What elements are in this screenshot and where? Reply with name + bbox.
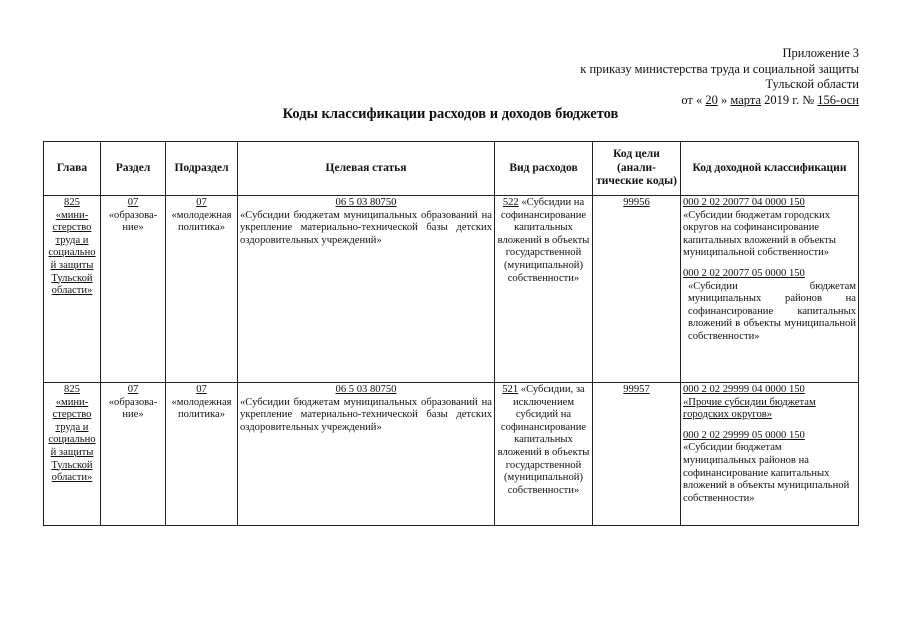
date-day: 20 — [705, 92, 718, 107]
cell-razdel — [101, 196, 166, 383]
podrazdel-code: 07 — [196, 197, 207, 208]
cell-kod-celi — [593, 383, 681, 526]
vid-text: «Субсидии на софинансирование капитальных вложений в объекты государственной (муниципальной) собственности» — [497, 197, 590, 284]
header-podrazdel: Подраздел — [166, 142, 238, 196]
appendix-number: Приложение 3 — [782, 46, 859, 60]
dohod-text-1: «Прочие субсидии бюджетам городских округов» — [683, 396, 816, 421]
date-mid: » — [721, 92, 728, 107]
cell-kod-dohod — [681, 196, 859, 383]
dohod-spacer — [683, 260, 856, 268]
header-kod-celi: Код цели (анали-тические коды) — [593, 142, 681, 196]
date-year: 2019 г. № — [764, 92, 815, 107]
appendix-region: Тульской области — [765, 77, 859, 91]
vid-code: 521 — [502, 384, 519, 395]
cell-kod-dohod — [681, 383, 859, 526]
dohod-code-1: 000 2 02 29999 04 0000 150 — [683, 384, 805, 395]
vid-text: «Субсидии, за исключением субсидий на софинансирование капитальных вложений в объекты государственной (муниципальной) собственности» — [497, 384, 590, 496]
razdel-code: 07 — [127, 384, 139, 395]
celevaya-code: 06 5 03 80750 — [335, 384, 397, 395]
date-month: марта — [730, 92, 761, 107]
celevaya-text: «Субсидии бюджетам муниципальных образований на укрепление материально-технической базы детских оздоровительных учреждений» — [240, 396, 492, 433]
razdel-code: 07 — [127, 197, 139, 208]
cell-vid — [495, 196, 593, 383]
dohod-code-1: 000 2 02 20077 04 0000 150 — [683, 197, 805, 208]
glava-text: «мини-стерство труда и социально й защиты Тульской области» — [48, 209, 96, 297]
appendix-header — [580, 46, 859, 108]
kod-celi-value: 99957 — [623, 384, 650, 395]
cell-kod-celi — [593, 196, 681, 383]
order-number: 156-осн — [817, 92, 859, 107]
cell-vid — [495, 383, 593, 526]
podrazdel-text: «молодежная политика» — [171, 209, 232, 234]
cell-podrazdel — [166, 196, 238, 383]
dohod-code-2: 000 2 02 20077 05 0000 150 — [683, 267, 805, 279]
vid-code: 522 — [502, 197, 519, 208]
glava-text: «мини-стерство труда и социально й защиты Тульской области» — [48, 396, 96, 484]
cell-glava — [44, 196, 101, 383]
header-kod-dohod: Код доходной классификации — [681, 142, 859, 196]
document-title: Коды классификации расходов и доходов бюджетов — [282, 106, 619, 122]
dohod-code-2: 000 2 02 29999 05 0000 150 — [683, 429, 805, 441]
razdel-text: «образова-ние» — [108, 209, 158, 234]
glava-code: 825 — [64, 384, 80, 395]
codes-table — [43, 141, 859, 526]
dohod-text-1: «Субсидии бюджетам городских округов на софинансирование капитальных вложений в объекты муниципальной собственности» — [683, 209, 837, 259]
cell-celevaya — [238, 383, 495, 526]
cell-celevaya — [238, 196, 495, 383]
header-vid: Вид расходов — [495, 142, 593, 196]
podrazdel-code: 07 — [196, 384, 207, 395]
razdel-text: «образова-ние» — [108, 396, 158, 421]
table-row — [44, 196, 859, 383]
celevaya-text: «Субсидии бюджетам муниципальных образований на укрепление материально-технической базы детских оздоровительных учреждений» — [240, 209, 492, 246]
dohod-spacer — [683, 422, 856, 430]
cell-glava — [44, 383, 101, 526]
appendix-order-ref: к приказу министерства труда и социальной защиты — [580, 61, 859, 76]
kod-celi-value: 99956 — [623, 197, 650, 208]
table-row — [44, 383, 859, 526]
cell-razdel — [101, 383, 166, 526]
dohod-text-2: «Субсидии бюджетам муниципальных районов на софинансирование капитальных вложений в объекты муниципальной собственности» — [688, 280, 856, 342]
header-glava: Глава — [44, 142, 101, 196]
dohod-text-2: «Субсидии бюджетам муниципальных районов на софинансирование капитальных вложений в объекты муниципальной собственности» — [683, 442, 850, 504]
date-prefix: от « — [681, 92, 703, 107]
glava-code: 825 — [64, 197, 80, 208]
podrazdel-text: «молодежная политика» — [171, 396, 232, 421]
cell-podrazdel — [166, 383, 238, 526]
table-header-row — [44, 142, 859, 196]
celevaya-code: 06 5 03 80750 — [335, 197, 397, 208]
header-razdel: Раздел — [101, 142, 166, 196]
header-celevaya: Целевая статья — [238, 142, 495, 196]
